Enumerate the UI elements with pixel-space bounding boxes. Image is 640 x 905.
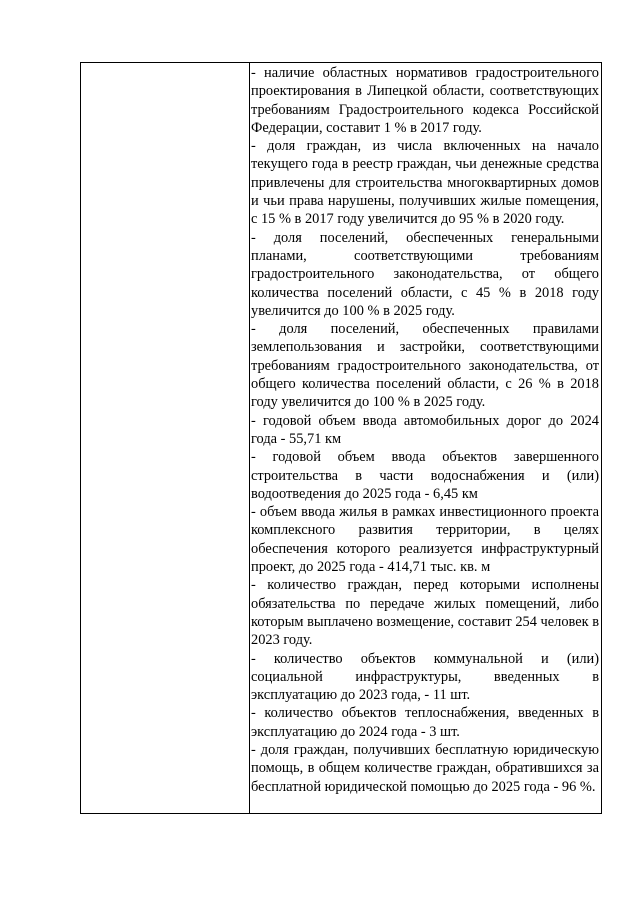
indicators-cell <box>250 63 601 813</box>
indicator-item: - количество объектов теплоснабжения, введенных в эксплуатацию до 2024 года - 3 шт. <box>251 705 599 740</box>
document-table <box>80 62 602 814</box>
indicator-item: - годовой объем ввода автомобильных дорог до 2024 года - 55,71 км <box>251 412 599 447</box>
indicator-item: - доля поселений, обеспеченных правилами землепользования и застройки, соответствующими требованиям градостроительного законодательства, от общего количества поселений области, с 26 % в 2018 году увеличится до 100 % в 2025 году. <box>251 321 599 411</box>
indicator-item: - количество граждан, перед которыми исполнены обязательства по передаче жилых помещений, либо которым выплачено возмещение, составит 254 человек в 2023 году. <box>251 577 599 649</box>
indicator-item: - годовой объем ввода объектов завершенного строительства в части водоснабжения и (или) водоотведения до 2025 года - 6,45 км <box>251 449 599 502</box>
indicator-item: - доля граждан, получивших бесплатную юридическую помощь, в общем количестве граждан, обратившихся за бесплатной юридической помощью до 2025 года - 96 %. <box>251 741 599 795</box>
indicator-item: - доля поселений, обеспеченных генеральными планами, соответствующими требованиям градостроительного законодательства, от общего количества поселений области, с 45 % в 2018 году увеличится до 100 % в 2025 году. <box>251 229 599 319</box>
indicator-item: - наличие областных нормативов градостроительного проектирования в Липецкой области, соответствующих требованиям Градостроительного кодекса Российской Федерации, составит 1 % в 2017 году. <box>251 65 599 136</box>
indicator-item: - количество объектов коммунальной и (или) социальной инфраструктуры, введенных в эксплуатацию до 2023 года, - 11 шт. <box>251 650 599 704</box>
empty-left-cell <box>81 63 250 813</box>
indicator-item: - доля граждан, из числа включенных на начало текущего года в реестр граждан, чьи денежные средства привлечены для строительства многоквартирных домов и чьи права нарушены, получивших жилые помещения, с 15 % в 2017 году увеличится до 95 % в 2020 году. <box>251 138 599 228</box>
indicator-item: - объем ввода жилья в рамках инвестиционного проекта комплексного развития территории, в целях обеспечения которого реализуется инфраструктурный проект, до 2025 года - 414,71 тыс. кв. м <box>251 504 599 576</box>
